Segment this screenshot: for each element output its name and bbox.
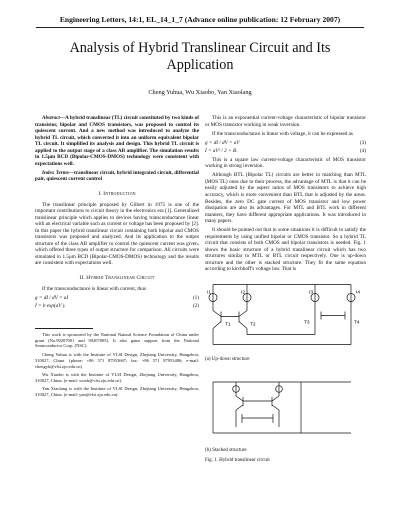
equation-1-text: g = dI / dV = aI bbox=[35, 294, 69, 301]
label-t4: T4 bbox=[354, 320, 360, 326]
equation-2-number: (2) bbox=[192, 303, 199, 310]
index-terms-label: Index Terms bbox=[42, 169, 69, 176]
abstract bbox=[35, 115, 199, 167]
right-paragraph-1: This is an exponential current-voltage characteristic of bipolar transistor or MOS transistor working in weak inversion. bbox=[205, 115, 366, 128]
equation-3 bbox=[205, 140, 366, 147]
equation-4-text: I = aV² / 2 + B. bbox=[205, 148, 238, 155]
up-down-circuit-diagram bbox=[205, 280, 366, 354]
journal-header: Engineering Letters, 14:1, EL_14_1_7 (Advance online publication: 12 February 2007) bbox=[59, 15, 341, 24]
index-terms bbox=[35, 170, 199, 183]
right-paragraph-2: If the transconductance is linear with voltage, it can be expressed as bbox=[212, 130, 353, 137]
right-column bbox=[205, 115, 366, 467]
footnote-funding: This work is sponsored by the National Natural Science Foundation of China under grant (No.90207001 and 90207005). It also gains support from the National Semiconductor Corp. (NSC). bbox=[35, 331, 199, 349]
equation-1 bbox=[35, 295, 199, 302]
paper-authors: Cheng Yuhua, Wu Xiaobo, Yan Xiaolang bbox=[148, 89, 252, 96]
right-paragraph-3: This is a square law current-voltage characteristic of MOS transistor working in strong inversion. bbox=[205, 156, 366, 170]
label-i1: I1 bbox=[207, 290, 212, 296]
footnote-rule bbox=[35, 328, 93, 329]
section-1-paragraph: The translinear principle proposed by Gilbert in 1975 is one of the important contributions to circuit theory in the electronics era [1]. Generalized translinear principle which applies to devices having transconductance linear with an electrical variable such as current or voltage has been proposed by [2]. In this paper the hybrid translinear circuit containing both bipolar and CMOS transistors was proposed and analyzed. And its application to the output structure of the class AB amplifier to control the quiescent current was given, which offered three types of output structure for comparison. All circuits were simulated in 1.5μm BCD (Bipolar-CMOS-DMOS) technology and the results are consistent with expectations well. bbox=[35, 201, 199, 267]
stacked-circuit-diagram bbox=[205, 371, 366, 445]
equation-3-text: g = dI / dV = aV bbox=[205, 139, 240, 146]
label-i2: I2 bbox=[241, 290, 246, 296]
abstract-label: Abstract bbox=[42, 115, 60, 121]
label-i3: I3 bbox=[309, 290, 314, 296]
footnote-author-2: Wu Xiaobo is with the Institute of VLSI Design, Zhejiang University, Hangzhou, 310027, China. (e-mail: wuxb@vlsi.zju.edu.cn). bbox=[35, 372, 199, 384]
footnote-author-3: Yan Xiaolang is with the Institute of VLSI Design, Zhejiang University, Hangzhou, 310027, China. (e-mail: yan@vlsi.zju.edu.cn). bbox=[35, 386, 199, 398]
label-t3: T3 bbox=[304, 320, 310, 326]
abstract-text: —A hybrid translinear (TL) circuit constituted by two kinds of transistor, bipolar and CMOS transistors, was proposed to control its quiescent current. And a new method was introduced to analyze the hybrid TL circuit, which converted it into an uniform equivalent bipolar TL circuit. It simplified its analysis and design. This hybrid TL circuit is applied to the output stage of a class AB amplifier. The simulation results in 1.5μm BCD (Bipolar-CMOS-DMOS) technology were consistent with expectations well. bbox=[35, 115, 199, 167]
header-rule bbox=[36, 27, 364, 28]
right-paragraph-4: Although BTL (Bipolar TL) circuits are better in matching than MTL (MOS TL) ones due to their process, the advantage of MTL is that it can be easily adjusted by the aspect ratios of MOS transistors to achieve high accuracy, which is more convenient than BTL that is adjusted by the areas. Besides, the zero DC gate current of MOS transistor and low power dissipation are also its advantages. For MTL and BTL work in different manners, they have different appropriate applications. It was introduced in many papers. bbox=[205, 172, 366, 225]
equation-4 bbox=[205, 148, 366, 155]
equation-4-number: (4) bbox=[359, 148, 366, 155]
right-paragraph-5: It should be pointed out that in some situations it is difficult to satisfy the requirements by using unified bipolar or CMOS transistor. So a hybrid TL circuit that consists of both CMOS and bipolar transistors is needed. Fig. 1 shows the basic structure of a hybrid translinear circuit which has two structures similar to MTL or BTL circuit respectively. One is up-down structure and the other is stacked structure. They fit the same equation according to kirchhoff's voltage law. That is bbox=[205, 227, 366, 273]
section-1-heading: I. Introduction bbox=[98, 190, 136, 197]
figure-1-caption: Fig. 1. Hybrid translinear circuit bbox=[205, 457, 270, 463]
figure-1 bbox=[205, 276, 366, 465]
label-i4: I4 bbox=[356, 290, 361, 296]
section-2-heading: II. Hybrid Translinear Circuit bbox=[79, 274, 155, 281]
label-t1: T1 bbox=[225, 322, 231, 328]
index-terms-text: —translinear circuit, hybrid integrated circuit, differential pair, quiescent current control bbox=[35, 169, 199, 183]
section-2-intro: If the transconductance is linear with current, thus bbox=[42, 285, 147, 292]
equation-2-text: I = b exp(aV ). bbox=[35, 303, 66, 310]
paper-title: Analysis of Hybrid Translinear Circuit and Its Application bbox=[69, 40, 331, 73]
footnote-author-1: Cheng Yuhua is with the Institute of VLSI Design, Zhejiang University, Hangzhou, 310027, China. (phone: +86 571 87953667; fax: +86 571 87953486; e-mail: chengyh@vlsi.zju.edu.cn) bbox=[35, 351, 199, 369]
equation-2 bbox=[35, 303, 199, 310]
left-column bbox=[35, 115, 199, 401]
equation-3-number: (3) bbox=[359, 139, 366, 146]
figure-1b-caption: (b) Stacked structure bbox=[205, 448, 247, 454]
label-t2: T2 bbox=[250, 322, 256, 328]
equation-1-number: (1) bbox=[192, 294, 199, 301]
figure-1a-caption: (a) Up-down structure bbox=[205, 357, 250, 363]
